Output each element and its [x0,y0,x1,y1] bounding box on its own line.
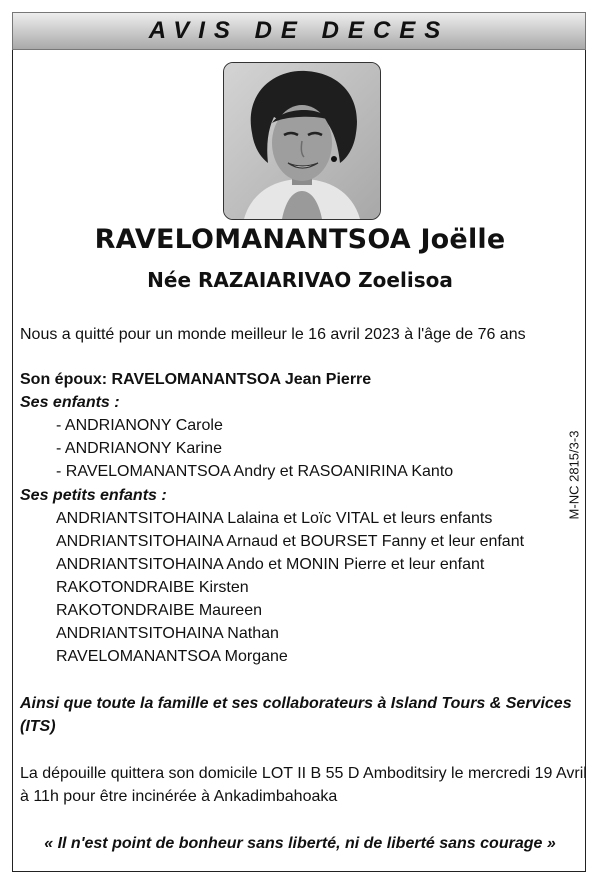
deceased-birth-name: Née RAZAIARIVAO Zoelisoa [147,268,453,292]
child-item: - ANDRIANONY Karine [56,440,222,457]
grandchild-item: ANDRIANTSITOHAINA Lalaina et Loïc VITAL et leurs enfants [56,510,493,527]
funeral-info: La dépouille quittera son domicile LOT II B 55 D Amboditsiry le mercredi 19 Avril [20,765,587,782]
grandchild-item: RAKOTONDRAIBE Maureen [56,602,262,619]
family-line-cont: (ITS) [20,718,56,735]
portrait-photo [223,62,381,220]
header-banner [12,12,586,50]
page-title: AVIS DE DECES [148,17,450,44]
grandchild-item: RAKOTONDRAIBE Kirsten [56,579,249,596]
grandchild-item: ANDRIANTSITOHAINA Arnaud et BOURSET Fanny et leur enfant [56,533,525,550]
funeral-info-cont: à 11h pour être incinérée à Ankadimbahoaka [20,788,338,805]
death-announcement: Nous a quitté pour un monde meilleur le 16 avril 2023 à l'âge de 76 ans [20,326,526,343]
child-item: - ANDRIANONY Carole [56,417,223,434]
deceased-name: RAVELOMANANTSOA Joëlle [94,224,506,255]
grandchild-item: ANDRIANTSITOHAINA Ando et MONIN Pierre et leur enfant [56,556,485,573]
child-item: - RAVELOMANANTSOA Andry et RASOANIRINA Kanto [56,463,454,480]
grandchildren-heading: Ses petits enfants : [20,487,167,504]
portrait-image [224,63,380,219]
children-heading: Ses enfants : [20,394,120,411]
closing-quote: « Il n'est point de bonheur sans liberté, ni de liberté sans courage » [44,835,556,852]
grandchild-item: ANDRIANTSITOHAINA Nathan [56,625,279,642]
reference-code: M-NC 2815/3-3 [566,430,582,520]
grandchild-item: RAVELOMANANTSOA Morgane [56,648,288,665]
spouse-line: Son époux: RAVELOMANANTSOA Jean Pierre [20,371,372,388]
family-line: Ainsi que toute la famille et ses collaborateurs à Island Tours & Services [20,695,572,712]
